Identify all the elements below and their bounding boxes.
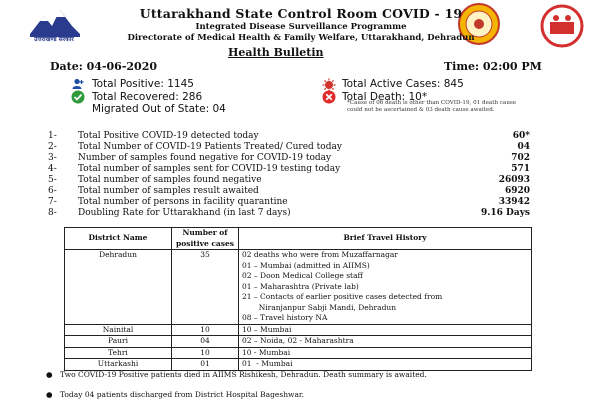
column-header-district: District Name — [65, 228, 172, 250]
travel-history-line: 10 - Mumbai — [242, 347, 291, 357]
table-row — [65, 359, 532, 371]
summary-row-value: 33942 — [498, 197, 530, 207]
summary-row-value: 60* — [512, 131, 530, 141]
travel-history-line: 08 – Travel history NA — [242, 313, 328, 322]
summary-row-label: Total Number of COVID-19 Patients Treated/ Cured today — [78, 142, 342, 152]
summary-row-label: Doubling Rate for Uttarakhand (in last 7 days) — [78, 208, 291, 218]
bullet-note-1: ● Two COVID-19 Positive patients died in AIIMS Rishikesh, Dehradun. Death summary is awaited. — [46, 370, 427, 379]
bulletin-date: Date: 04-06-2020 — [50, 60, 157, 73]
check-user-icon — [71, 90, 85, 104]
summary-row-number: 1- — [48, 131, 57, 141]
bullet-icon: ● — [46, 390, 53, 399]
summary-row-number: 5- — [48, 175, 57, 185]
summary-row-number: 8- — [48, 208, 57, 218]
total-death: Total Death: 10* — [342, 91, 428, 103]
travel-history — [239, 336, 532, 348]
table-row — [65, 347, 532, 359]
travel-history — [239, 347, 532, 359]
district-name: Tehri — [65, 347, 172, 359]
positive-cases: 35 — [172, 250, 239, 325]
summary-row-value: 6920 — [504, 186, 530, 196]
user-plus-icon — [72, 78, 84, 90]
summary-row-number: 3- — [48, 153, 57, 163]
positive-cases: 04 — [172, 336, 239, 348]
page-subtitle: Integrated Disease Surveillance Programme — [195, 22, 407, 32]
district-name: Uttarkashi — [65, 359, 172, 371]
total-recovered: Total Recovered: 286 — [92, 91, 203, 103]
district-name: Dehradun — [65, 250, 172, 325]
travel-history-line: 02 – Doon Medical College staff — [242, 271, 363, 280]
total-active-cases: Total Active Cases: 845 — [342, 78, 464, 90]
emblem-caption: उत्तराखण्ड सरकार — [34, 36, 74, 43]
travel-history-line: Niranjanpur Sabji Mandi, Dehradun — [242, 302, 397, 312]
district-table — [64, 227, 532, 371]
summary-row-number: 6- — [48, 186, 57, 196]
summary-row-label: Total Positive COVID-19 detected today — [78, 131, 259, 141]
travel-history-line: 01 - Mumbai — [242, 359, 293, 368]
summary-row-value: 04 — [517, 142, 530, 152]
page-title: Uttarakhand State Control Room COVID - 19 — [139, 6, 463, 21]
travel-history — [239, 359, 532, 371]
national-health-mission-logo-icon — [536, 4, 588, 48]
summary-row-number: 7- — [48, 197, 57, 207]
travel-history-line: 01 – Mumbai (admitted in AIIMS) — [242, 260, 370, 270]
summary-row-value: 26093 — [498, 175, 530, 185]
positive-cases: 10 — [172, 324, 239, 336]
summary-row-value: 702 — [511, 153, 530, 163]
column-header-history: Brief Travel History — [239, 228, 532, 250]
travel-history-line: 02 deaths who were from Muzaffarnagar — [242, 250, 398, 259]
travel-history-line: 01 – Maharashtra (Private lab) — [242, 281, 359, 291]
travel-history-line: 10 – Mumbai — [242, 324, 292, 334]
travel-history-line: 21 – Contacts of earlier positive cases detected from — [242, 292, 443, 301]
death-cross-icon — [322, 90, 336, 104]
district-name: Pauri — [65, 336, 172, 348]
summary-row-number: 2- — [48, 142, 57, 152]
travel-history — [239, 250, 532, 325]
summary-row-label: Total number of persons in facility quarantine — [78, 197, 288, 207]
summary-row-label: Number of samples found negative for COVID-19 today — [78, 153, 332, 163]
district-name: Nainital — [65, 324, 172, 336]
migrated-out: Migrated Out of State: 04 — [92, 103, 226, 115]
total-positive: Total Positive: 1145 — [92, 78, 194, 90]
positive-cases: 10 — [172, 347, 239, 359]
table-row — [65, 336, 532, 348]
column-header-cases: Number of positive cases — [172, 228, 239, 250]
summary-row-label: Total number of samples found negative — [78, 175, 262, 185]
summary-row-value: 9.16 Days — [481, 208, 530, 218]
bullet-icon: ● — [46, 370, 53, 379]
death-footnote: *Cause of 06 death is other than COVID-19, 01 death cause could not be ascertained & 03 death cause awaited. — [347, 100, 517, 113]
page-subtitle-directorate: Directorate of Medical Health & Family Welfare, Uttarakhand, Dehradun — [127, 33, 475, 43]
table-row — [65, 250, 532, 325]
bullet-note-2: ● Today 04 patients discharged from District Hospital Bageshwar. — [46, 390, 305, 399]
summary-row-number: 4- — [48, 164, 57, 174]
travel-history-line: 02 – Noida, 02 - Maharashtra — [242, 336, 354, 345]
summary-row-value: 571 — [511, 164, 530, 174]
table-row — [65, 324, 532, 336]
bulletin-time: Time: 02:00 PM — [444, 60, 542, 73]
summary-row-label: Total number of samples result awaited — [78, 186, 259, 196]
travel-history — [239, 324, 532, 336]
summary-row-label: Total number of samples sent for COVID-19 testing today — [78, 164, 341, 174]
positive-cases: 01 — [172, 359, 239, 371]
bulletin-heading: Health Bulletin — [228, 46, 324, 59]
